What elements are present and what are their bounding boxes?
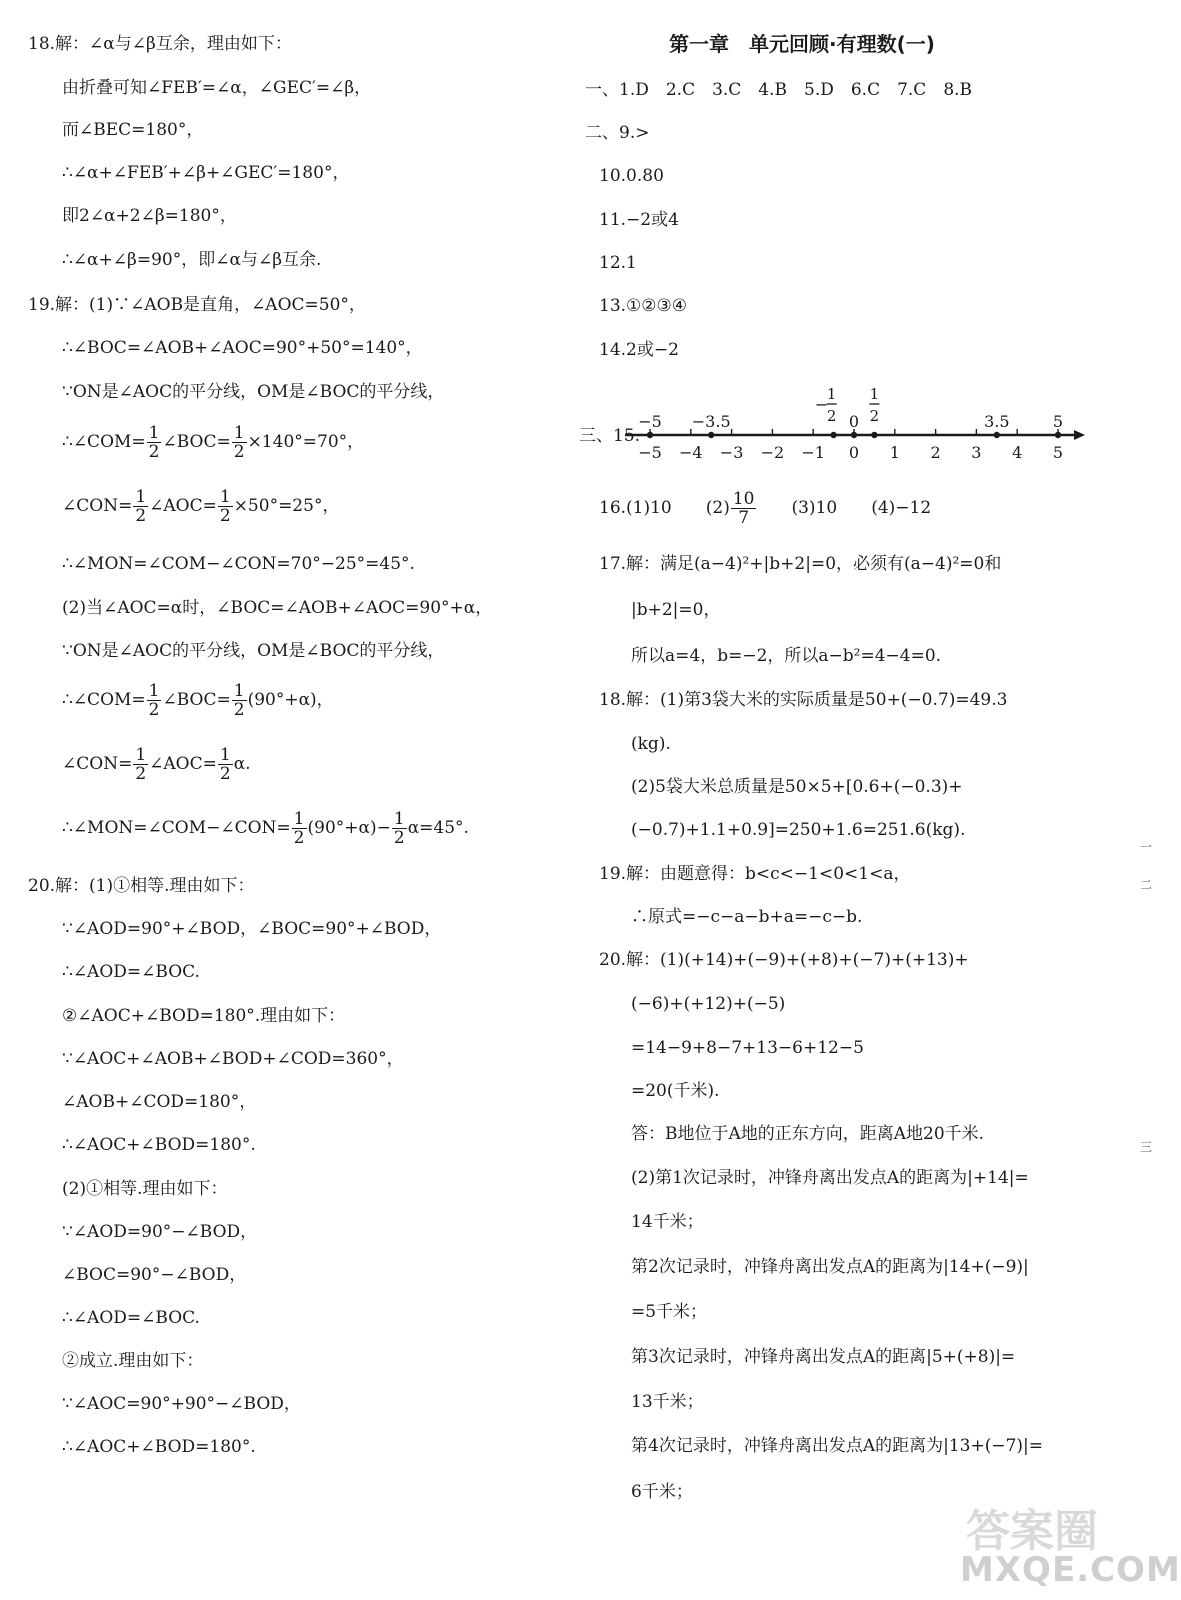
q19-line: ∴∠MON=∠COM−∠CON=70°−25°=45°. — [62, 554, 415, 574]
point-label: 0 — [848, 412, 860, 431]
point-label: 5 — [1052, 412, 1064, 431]
q20-line: 6千米； — [631, 1482, 693, 1502]
q20-line: ∠AOB+∠COD=180°， — [62, 1092, 257, 1112]
q19-fraction-line: ∴∠COM= $\frac{1}{2}$ ∠BOC= $\frac{1}{2}$ ×140°=70°， — [62, 423, 365, 462]
q20-line: (2)第1次记录时，冲锋舟离出发点A的距离为|+14|= — [631, 1168, 1029, 1188]
q19-fraction-line: ∴∠COM= $\frac{1}{2}$ ∠BOC= $\frac{1}{2}$ (90°+α)， — [62, 681, 334, 720]
fill-answer: 10.0.80 — [599, 166, 664, 186]
q20-line: ∵∠AOD=90°−∠BOD， — [62, 1222, 258, 1242]
q20-line: 第3次记录时，冲锋舟离出发点A的距离|5+(+8)|= — [631, 1347, 1016, 1367]
tick-label: 5 — [1052, 443, 1064, 462]
fraction-half: $\frac{1}{2}$ — [219, 487, 231, 526]
point-dot — [708, 432, 714, 438]
fraction-half: $\frac{1}{2}$ — [135, 487, 147, 526]
tick-label: 2 — [930, 443, 941, 462]
q20-line: 14千米； — [631, 1212, 704, 1232]
point-label: −3.5 — [691, 412, 731, 431]
point-label-num: 1 — [826, 385, 837, 403]
q18-line: (kg). — [631, 734, 671, 754]
fill-answer: 14.2或−2 — [599, 340, 679, 360]
q20-line: ②成立.理由如下： — [62, 1351, 204, 1371]
q18-heading: 18.解：∠α与∠β互余，理由如下： — [28, 34, 292, 54]
q20-line: 第4次记录时，冲锋舟离出发点A的距离为|13+(−7)|= — [631, 1436, 1043, 1456]
q20-line: 答：B地位于A地的正东方向，距离A地20千米. — [631, 1124, 985, 1144]
q20-line: ∠BOC=90°−∠BOD， — [62, 1265, 247, 1285]
watermark-text: MXQE.COM — [960, 1550, 1181, 1590]
fraction-half: $\frac{1}{2}$ — [148, 681, 160, 720]
tick-label: −5 — [638, 443, 662, 462]
q18-line: (2)5袋大米总质量是50×5+[0.6+(−0.3)+ — [631, 777, 963, 797]
q20-line: (2)①相等.理由如下： — [62, 1179, 228, 1199]
q19-fraction-line: ∠CON= $\frac{1}{2}$ ∠AOC= $\frac{1}{2}$ ×50°=25°， — [62, 487, 340, 526]
point-dot — [871, 432, 877, 438]
q20-line: (−6)+(+12)+(−5) — [631, 994, 786, 1014]
q20-line: =20(千米). — [631, 1081, 720, 1101]
fraction-half: $\frac{1}{2}$ — [393, 809, 405, 848]
q20-line: =14−9+8−7+13−6+12−5 — [631, 1038, 864, 1058]
q18-line: ∴∠α+∠β=90°，即∠α与∠β互余. — [62, 250, 322, 270]
fill-answer: 13.①②③④ — [599, 296, 687, 316]
q19-fraction-line: ∠CON= $\frac{1}{2}$ ∠AOC= $\frac{1}{2}$ α. — [62, 745, 251, 784]
fraction-half: $\frac{1}{2}$ — [293, 809, 305, 848]
fraction-half: $\frac{1}{2}$ — [233, 423, 245, 462]
q20-line: ∵∠AOD=90°+∠BOD，∠BOC=90°+∠BOD， — [62, 919, 442, 939]
tick-label: 3 — [971, 443, 982, 462]
q17-line: 所以a=4，b=−2，所以a−b²=4−4=0. — [631, 646, 942, 666]
q20-line: =5千米； — [631, 1302, 708, 1322]
q19-line: ∵ON是∠AOC的平分线，OM是∠BOC的平分线， — [62, 382, 445, 402]
q18-line: ∴∠α+∠FEB′+∠β+∠GEC′=180°， — [62, 163, 350, 183]
fraction-half: $\frac{1}{2}$ — [233, 681, 245, 720]
q18-line: 而∠BEC=180°， — [62, 120, 204, 140]
q19-line: 19.解：由题意得：b<c<−1<0<1<a， — [599, 864, 911, 884]
point-label: −5 — [638, 412, 662, 431]
q19-line: ∴∠BOC=∠AOB+∠AOC=90°+50°=140°， — [62, 338, 423, 358]
tick-label: 0 — [848, 443, 860, 462]
q15-label: 三、15. — [579, 426, 641, 446]
margin-mark: 二 — [1140, 878, 1153, 892]
tick-label: 4 — [1012, 443, 1023, 462]
number-line-arrow — [1074, 430, 1085, 440]
tick-label: −3 — [719, 443, 744, 462]
fraction-half: $\frac{1}{2}$ — [219, 745, 231, 784]
q20-line: 13千米； — [631, 1392, 704, 1412]
margin-mark: 三 — [1140, 1140, 1153, 1154]
point-dot — [994, 432, 1000, 438]
q18-line: 即2∠α+2∠β=180°， — [62, 206, 237, 226]
q19-line: (2)当∠AOC=α时，∠BOC=∠AOB+∠AOC=90°+α， — [62, 598, 493, 618]
point-label-num: 1 — [869, 385, 880, 403]
point-label-den: 2 — [826, 407, 837, 425]
fraction-half: $\frac{1}{2}$ — [148, 423, 160, 462]
tick-label: −2 — [760, 443, 785, 462]
q18-line: 由折叠可知∠FEB′=∠α，∠GEC′=∠β， — [62, 78, 372, 98]
mc-answers: 一、1.D 2.C 3.C 4.B 5.D 6.C 7.C 8.B — [585, 80, 973, 100]
q20-line: ②∠AOC+∠BOD=180°.理由如下： — [62, 1006, 346, 1026]
point-dot — [830, 432, 836, 438]
q20-heading: 20.解：(1)①相等.理由如下： — [28, 876, 255, 896]
point-label-sign: − — [814, 395, 829, 414]
fraction-ten-sevenths: $\frac{10}{7}$ — [732, 489, 755, 528]
tick-label: −1 — [801, 443, 825, 462]
q19-heading: 19.解：(1)∵∠AOB是直角，∠AOC=50°， — [28, 295, 366, 315]
point-label-fraction — [815, 385, 837, 425]
q20-line: 第2次记录时，冲锋舟离出发点A的距离为|14+(−9)| — [631, 1257, 1029, 1277]
margin-mark: 一 — [1140, 840, 1153, 854]
point-dot — [1055, 432, 1061, 438]
q20-line: ∴∠AOC+∠BOD=180°. — [62, 1437, 256, 1457]
q17-line: 17.解：满足(a−4)²+|b+2|=0，必须有(a−4)²=0和 — [599, 554, 1002, 574]
fill-answer: 12.1 — [599, 253, 637, 273]
q19-line: ∴原式=−c−a−b+a=−c−b. — [631, 907, 863, 927]
q20-line: ∴∠AOD=∠BOC. — [62, 962, 200, 982]
point-dot — [647, 432, 653, 438]
q17-line: |b+2|=0， — [631, 600, 721, 620]
q18-line: 18.解：(1)第3袋大米的实际质量是50+(−0.7)=49.3 — [599, 690, 1008, 710]
q19-fraction-line: ∴∠MON=∠COM−∠CON= $\frac{1}{2}$ (90°+α)− $\frac{1}{2}$ α=45°. — [62, 809, 469, 848]
tick-label: −4 — [679, 443, 703, 462]
fraction-half: $\frac{1}{2}$ — [135, 745, 147, 784]
chapter-title: 第一章 单元回顾·有理数(一) — [669, 32, 935, 56]
tick-label: 1 — [889, 443, 900, 462]
q18-line: (−0.7)+1.1+0.9]=250+1.6=251.6(kg). — [631, 820, 966, 840]
point-dot — [851, 432, 857, 438]
point-label: 3.5 — [984, 412, 1010, 431]
q19-line: ∵ON是∠AOC的平分线，OM是∠BOC的平分线， — [62, 641, 445, 661]
q16-answers: 16.(1)10 (2) $\frac{10}{7}$ (3)10 (4)−12 — [599, 489, 932, 528]
point-label-den: 2 — [869, 407, 880, 425]
q20-line: ∴∠AOD=∠BOC. — [62, 1308, 200, 1328]
q20-line: ∵∠AOC+∠AOB+∠BOD+∠COD=360°， — [62, 1049, 404, 1069]
q20-line: ∴∠AOC+∠BOD=180°. — [62, 1135, 256, 1155]
q20-line: 20.解：(1)(+14)+(−9)+(+8)+(−7)+(+13)+ — [599, 950, 969, 970]
q20-line: ∵∠AOC=90°+90°−∠BOD， — [62, 1394, 301, 1414]
fill-answer: 二、9.> — [585, 123, 650, 143]
fill-answer: 11.−2或4 — [599, 210, 679, 230]
watermark-logo: 答案圈 — [966, 1506, 1098, 1557]
point-label-fraction — [869, 385, 879, 425]
